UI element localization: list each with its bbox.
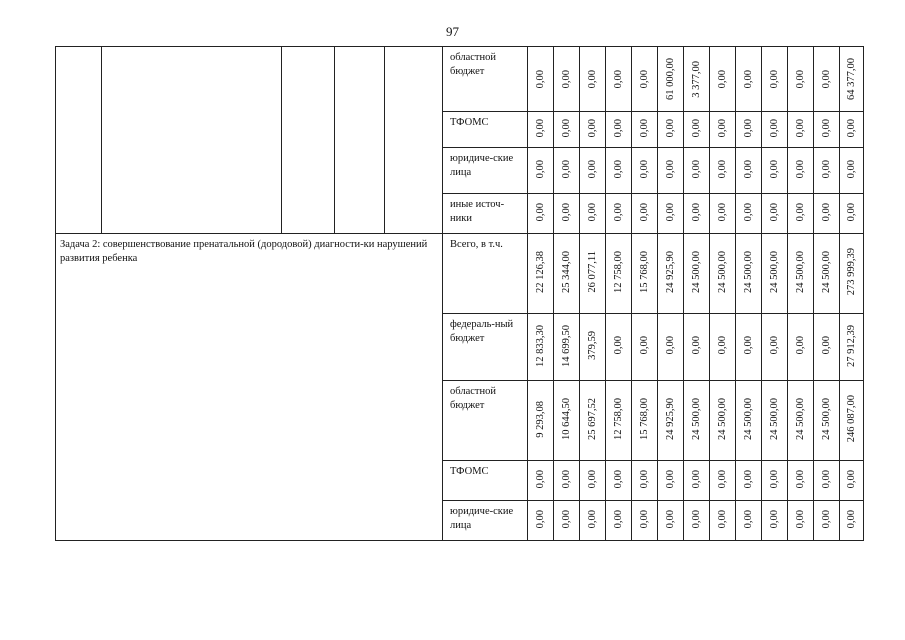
value-cell [736, 47, 762, 112]
value-cell [710, 148, 736, 194]
value-text: 0,00 [716, 69, 728, 89]
value-text: 0,00 [820, 509, 832, 529]
value-cell [814, 148, 840, 194]
value-cell [554, 194, 580, 234]
table-row [56, 234, 864, 314]
value-cell [840, 148, 864, 194]
value-text: 0,00 [716, 336, 728, 355]
value-text: 0,00 [612, 202, 624, 222]
value-text: 0,00 [845, 159, 857, 179]
value-text: 0,00 [638, 469, 650, 489]
source-cell [443, 47, 528, 112]
task-description [56, 234, 443, 541]
value-cell [762, 381, 788, 461]
value-text: 24 925,90 [664, 251, 676, 293]
value-text: 24 500,00 [768, 251, 780, 293]
value-cell [814, 501, 840, 541]
value-text: 9 293,08 [534, 400, 546, 438]
value-text: 24 500,00 [794, 398, 806, 440]
value-cell [632, 381, 658, 461]
value-text: 0,00 [845, 118, 857, 138]
value-cell [684, 501, 710, 541]
value-text: 0,00 [612, 118, 624, 138]
value-text: 0,00 [690, 118, 702, 138]
value-text: 0,00 [664, 118, 676, 138]
value-cell [814, 234, 840, 314]
value-cell [554, 112, 580, 148]
value-cell [788, 314, 814, 381]
value-cell [762, 314, 788, 381]
value-cell [736, 112, 762, 148]
empty-cell [56, 47, 102, 234]
value-text: 24 925,90 [664, 398, 676, 440]
value-cell [528, 461, 554, 501]
value-cell [788, 112, 814, 148]
value-cell [632, 234, 658, 314]
value-cell [710, 461, 736, 501]
value-cell [580, 381, 606, 461]
value-text: 0,00 [690, 202, 702, 222]
value-text: 0,00 [586, 69, 598, 89]
value-text: 22 126,38 [534, 251, 546, 293]
empty-cell [282, 47, 335, 234]
value-text: 0,00 [820, 118, 832, 138]
value-cell [736, 381, 762, 461]
value-cell [684, 381, 710, 461]
value-cell [606, 314, 632, 381]
value-cell [632, 148, 658, 194]
value-cell [580, 148, 606, 194]
value-text: 0,00 [612, 469, 624, 489]
value-cell [632, 501, 658, 541]
value-cell [814, 381, 840, 461]
value-text: 27 912,39 [845, 324, 857, 367]
value-cell [658, 381, 684, 461]
value-text: 0,00 [664, 509, 676, 529]
value-cell [762, 47, 788, 112]
value-cell [580, 47, 606, 112]
value-cell [840, 194, 864, 234]
value-cell [606, 148, 632, 194]
value-text: 0,00 [586, 469, 598, 489]
value-cell [710, 234, 736, 314]
value-text: 0,00 [560, 118, 572, 138]
value-text: 24 500,00 [690, 398, 702, 440]
value-cell [606, 381, 632, 461]
source-cell [443, 112, 528, 148]
value-text: 0,00 [612, 509, 624, 529]
value-cell [658, 501, 684, 541]
value-text: 64 377,00 [845, 58, 857, 100]
value-text: 0,00 [794, 336, 806, 355]
continued-rows [56, 47, 864, 234]
value-cell [528, 112, 554, 148]
value-cell [658, 234, 684, 314]
value-cell [840, 461, 864, 501]
source-cell [443, 501, 528, 541]
value-cell [684, 314, 710, 381]
value-cell [554, 381, 580, 461]
task-rows [56, 234, 864, 541]
value-text: 0,00 [664, 159, 676, 179]
value-cell [710, 381, 736, 461]
value-text: 0,00 [716, 469, 728, 489]
value-cell [788, 381, 814, 461]
value-text: 0,00 [638, 509, 650, 529]
value-text: 0,00 [716, 159, 728, 179]
value-text: 0,00 [794, 469, 806, 489]
value-cell [814, 461, 840, 501]
value-cell [580, 501, 606, 541]
value-cell [840, 381, 864, 461]
value-cell [762, 148, 788, 194]
value-text: 0,00 [768, 118, 780, 138]
value-cell [606, 194, 632, 234]
source-cell [443, 194, 528, 234]
value-text: 0,00 [794, 118, 806, 138]
value-text: 0,00 [768, 69, 780, 89]
value-text: 26 077,11 [586, 251, 598, 293]
value-text: 10 644,50 [560, 398, 572, 440]
value-text: 0,00 [690, 159, 702, 179]
value-cell [658, 461, 684, 501]
value-cell [658, 194, 684, 234]
value-text: 379,59 [586, 331, 598, 360]
value-cell [554, 148, 580, 194]
value-text: 0,00 [716, 118, 728, 138]
value-text: 25 697,52 [586, 398, 598, 440]
value-text: 0,00 [664, 336, 676, 355]
value-cell [736, 148, 762, 194]
value-cell [528, 194, 554, 234]
empty-cell [102, 47, 282, 234]
value-cell [632, 461, 658, 501]
value-text: 0,00 [820, 69, 832, 89]
value-text: 0,00 [534, 118, 546, 138]
value-cell [710, 112, 736, 148]
value-text: 0,00 [534, 69, 546, 89]
value-text: 12 758,00 [612, 251, 624, 293]
value-text: 0,00 [742, 469, 754, 489]
value-text: 0,00 [768, 159, 780, 179]
value-cell [528, 148, 554, 194]
value-text: 0,00 [690, 509, 702, 529]
value-text: 0,00 [534, 509, 546, 529]
value-text: 0,00 [534, 202, 546, 222]
value-text: 246 087,00 [845, 395, 857, 443]
value-cell [684, 47, 710, 112]
value-text: 24 500,00 [690, 251, 702, 293]
value-cell [606, 461, 632, 501]
value-cell [528, 314, 554, 381]
value-text: 15 768,00 [638, 251, 650, 293]
value-cell [658, 112, 684, 148]
value-cell [736, 314, 762, 381]
source-cell [443, 148, 528, 194]
value-cell [580, 234, 606, 314]
value-cell [840, 314, 864, 381]
value-text: 0,00 [586, 509, 598, 529]
value-text: 0,00 [845, 469, 857, 489]
value-text: 0,00 [612, 336, 624, 355]
value-cell [606, 112, 632, 148]
value-text: 24 500,00 [768, 398, 780, 440]
source-label: федераль-ный бюджет [450, 319, 514, 344]
value-text: 14 699,50 [560, 324, 572, 367]
value-cell [814, 112, 840, 148]
value-cell [684, 112, 710, 148]
value-text: 0,00 [612, 69, 624, 89]
value-text: 0,00 [845, 202, 857, 222]
value-text: 0,00 [560, 202, 572, 222]
value-cell [762, 461, 788, 501]
value-text: 12 833,30 [534, 324, 546, 367]
value-text: 24 500,00 [820, 398, 832, 440]
value-cell [814, 194, 840, 234]
value-text: 0,00 [690, 469, 702, 489]
value-text: 0,00 [586, 159, 598, 179]
value-cell [684, 148, 710, 194]
value-cell [632, 47, 658, 112]
source-cell [443, 234, 528, 314]
value-cell [580, 461, 606, 501]
value-text: 0,00 [742, 509, 754, 529]
value-cell [736, 234, 762, 314]
value-text: 0,00 [820, 202, 832, 222]
value-text: 0,00 [664, 469, 676, 489]
value-cell [814, 314, 840, 381]
value-text: 61 000,00 [664, 58, 676, 100]
value-cell [632, 314, 658, 381]
empty-cell [335, 47, 385, 234]
value-text: 0,00 [742, 202, 754, 222]
value-text: 0,00 [560, 509, 572, 529]
value-text: 0,00 [586, 202, 598, 222]
value-text: 0,00 [638, 202, 650, 222]
value-text: 24 500,00 [716, 251, 728, 293]
value-cell [762, 194, 788, 234]
value-text: 24 500,00 [716, 398, 728, 440]
page-number: 97 [446, 24, 459, 39]
value-text: 0,00 [664, 202, 676, 222]
source-label: областной бюджет [450, 386, 496, 411]
value-cell [606, 47, 632, 112]
value-cell [528, 234, 554, 314]
value-cell [554, 314, 580, 381]
value-text: 0,00 [560, 69, 572, 89]
value-cell [710, 194, 736, 234]
value-text: 3 377,00 [690, 60, 702, 98]
value-text: 24 500,00 [820, 251, 832, 293]
value-cell [684, 194, 710, 234]
value-cell [788, 461, 814, 501]
value-cell [528, 501, 554, 541]
value-cell [554, 461, 580, 501]
value-cell [632, 112, 658, 148]
value-text: 0,00 [638, 159, 650, 179]
value-cell [840, 47, 864, 112]
value-text: 0,00 [742, 336, 754, 355]
source-cell [443, 314, 528, 381]
task-label: Задача 2: совершенствование пренатальной (дородовой) диагности-ки нарушений развития ребенка [60, 239, 428, 264]
source-cell [443, 461, 528, 501]
value-cell [710, 47, 736, 112]
value-text: 0,00 [794, 159, 806, 179]
value-text: 0,00 [586, 118, 598, 138]
value-cell [736, 501, 762, 541]
value-text: 0,00 [768, 202, 780, 222]
source-label: юридиче-ские лица [450, 506, 514, 531]
value-text: 0,00 [742, 118, 754, 138]
value-cell [788, 194, 814, 234]
value-cell [554, 501, 580, 541]
value-text: 0,00 [690, 336, 702, 355]
value-cell [554, 234, 580, 314]
value-cell [684, 234, 710, 314]
value-cell [684, 461, 710, 501]
value-cell [554, 47, 580, 112]
value-cell [762, 501, 788, 541]
value-text: 15 768,00 [638, 398, 650, 440]
value-text: 12 758,00 [612, 398, 624, 440]
value-text: 0,00 [820, 336, 832, 355]
value-text: 0,00 [560, 159, 572, 179]
value-text: 24 500,00 [742, 398, 754, 440]
value-cell [528, 47, 554, 112]
value-text: 25 344,00 [560, 251, 572, 293]
value-cell [528, 381, 554, 461]
value-text: 0,00 [768, 336, 780, 355]
value-cell [840, 501, 864, 541]
value-text: 0,00 [820, 159, 832, 179]
value-cell [606, 501, 632, 541]
value-cell [736, 194, 762, 234]
source-label: иные источ-ники [450, 199, 505, 224]
source-cell [443, 381, 528, 461]
value-text: 0,00 [794, 202, 806, 222]
value-text: 0,00 [794, 69, 806, 89]
value-text: 0,00 [716, 509, 728, 529]
value-text: 24 500,00 [794, 251, 806, 293]
value-cell [788, 234, 814, 314]
value-text: 0,00 [794, 509, 806, 529]
value-text: 0,00 [534, 469, 546, 489]
value-cell [762, 112, 788, 148]
value-cell [658, 314, 684, 381]
value-cell [788, 148, 814, 194]
value-cell [840, 112, 864, 148]
source-label: ТФОМС [450, 117, 489, 128]
value-cell [840, 234, 864, 314]
value-text: 0,00 [638, 336, 650, 355]
value-text: 273 999,39 [845, 248, 857, 296]
value-text: 0,00 [742, 69, 754, 89]
value-text: 0,00 [768, 469, 780, 489]
value-text: 0,00 [742, 159, 754, 179]
value-text: 0,00 [845, 509, 857, 529]
source-label: юридиче-ские лица [450, 153, 514, 178]
source-label: Всего, в т.ч. [450, 239, 503, 250]
value-cell [658, 148, 684, 194]
value-text: 0,00 [560, 469, 572, 489]
value-cell [736, 461, 762, 501]
empty-cell [385, 47, 443, 234]
value-cell [580, 194, 606, 234]
table-row [56, 47, 864, 112]
value-cell [762, 234, 788, 314]
value-cell [632, 194, 658, 234]
source-label: областной бюджет [450, 52, 496, 77]
value-cell [606, 234, 632, 314]
value-cell [710, 501, 736, 541]
value-text: 0,00 [638, 69, 650, 89]
value-text: 0,00 [820, 469, 832, 489]
value-text: 0,00 [768, 509, 780, 529]
value-text: 0,00 [638, 118, 650, 138]
value-cell [580, 314, 606, 381]
value-cell [788, 501, 814, 541]
value-text: 24 500,00 [742, 251, 754, 293]
value-cell [710, 314, 736, 381]
source-label: ТФОМС [450, 466, 489, 477]
value-text: 0,00 [534, 159, 546, 179]
value-cell [658, 47, 684, 112]
value-text: 0,00 [612, 159, 624, 179]
value-cell [788, 47, 814, 112]
value-cell [814, 47, 840, 112]
value-cell [580, 112, 606, 148]
budget-table [55, 46, 864, 541]
value-text: 0,00 [716, 202, 728, 222]
